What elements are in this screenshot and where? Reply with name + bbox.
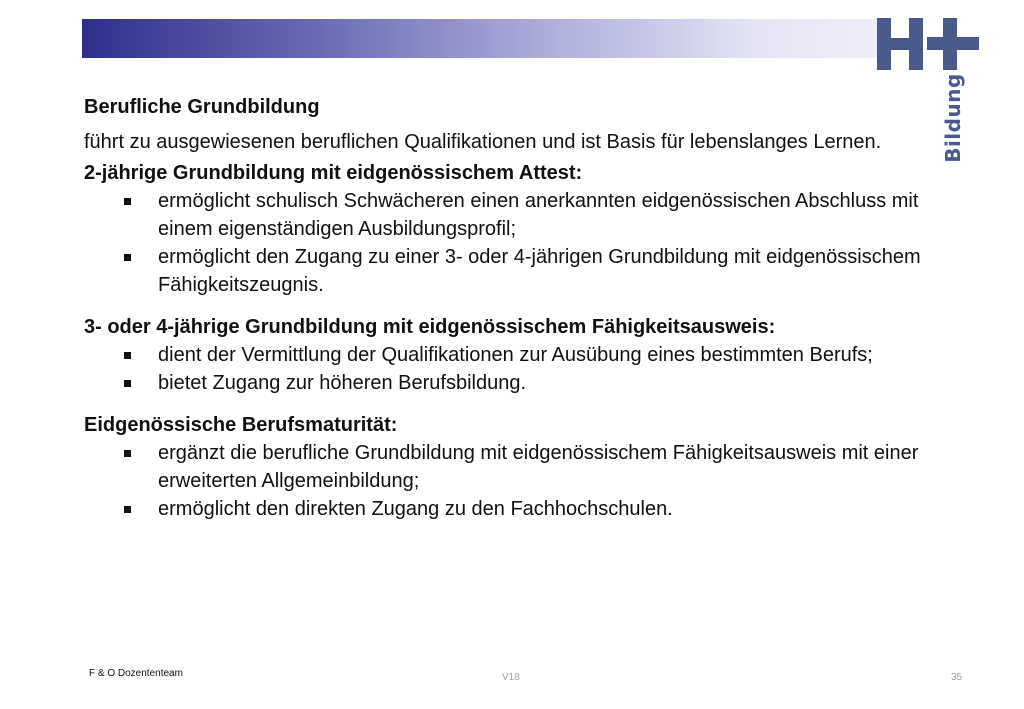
section-title: 2-jährige Grundbildung mit eidgenössischem Attest: bbox=[84, 162, 583, 184]
slide-content bbox=[84, 94, 954, 537]
footer-author: F & O Dozententeam bbox=[89, 668, 183, 679]
list-item: ermöglicht schulisch Schwächeren einen anerkannten eidgenössischen Abschluss mit einem eigenständigen Ausbildungsprofil; bbox=[84, 187, 954, 243]
bullet-list bbox=[84, 439, 954, 523]
logo-word: Bildung bbox=[941, 73, 965, 163]
slide-heading: Berufliche Grundbildung bbox=[84, 96, 320, 118]
list-item: dient der Vermittlung der Qualifikationen zur Ausübung eines bestimmten Berufs; bbox=[84, 341, 954, 369]
footer-version: V18 bbox=[502, 672, 520, 683]
list-item: ermöglicht den Zugang zu einer 3- oder 4-jährigen Grundbildung mit eidgenössischem Fähigkeitszeugnis. bbox=[84, 243, 954, 299]
square-bullet-icon bbox=[124, 352, 131, 359]
logo-h-mark bbox=[875, 18, 925, 70]
slide-intro: führt zu ausgewiesenen beruflichen Qualifikationen und ist Basis für lebenslanges Lernen. bbox=[84, 131, 882, 153]
list-item: ermöglicht den direkten Zugang zu den Fachhochschulen. bbox=[84, 495, 954, 523]
bullet-list bbox=[84, 341, 954, 397]
section-attest bbox=[84, 159, 954, 299]
square-bullet-icon bbox=[124, 380, 131, 387]
header-gradient-band bbox=[82, 19, 877, 58]
bullet-list bbox=[84, 187, 954, 299]
list-item: ergänzt die berufliche Grundbildung mit eidgenössischem Fähigkeitsausweis mit einer erweiterten Allgemeinbildung; bbox=[84, 439, 954, 495]
section-faehigkeitsausweis bbox=[84, 313, 954, 397]
square-bullet-icon bbox=[124, 198, 131, 205]
section-berufsmaturitaet bbox=[84, 411, 954, 523]
section-title: 3- oder 4-jährige Grundbildung mit eidgenössischem Fähigkeitsausweis: bbox=[84, 316, 776, 338]
list-item: bietet Zugang zur höheren Berufsbildung. bbox=[84, 369, 954, 397]
square-bullet-icon bbox=[124, 254, 131, 261]
square-bullet-icon bbox=[124, 450, 131, 457]
page-number: 35 bbox=[951, 672, 963, 683]
square-bullet-icon bbox=[124, 506, 131, 513]
section-title: Eidgenössische Berufsmaturität: bbox=[84, 414, 398, 436]
